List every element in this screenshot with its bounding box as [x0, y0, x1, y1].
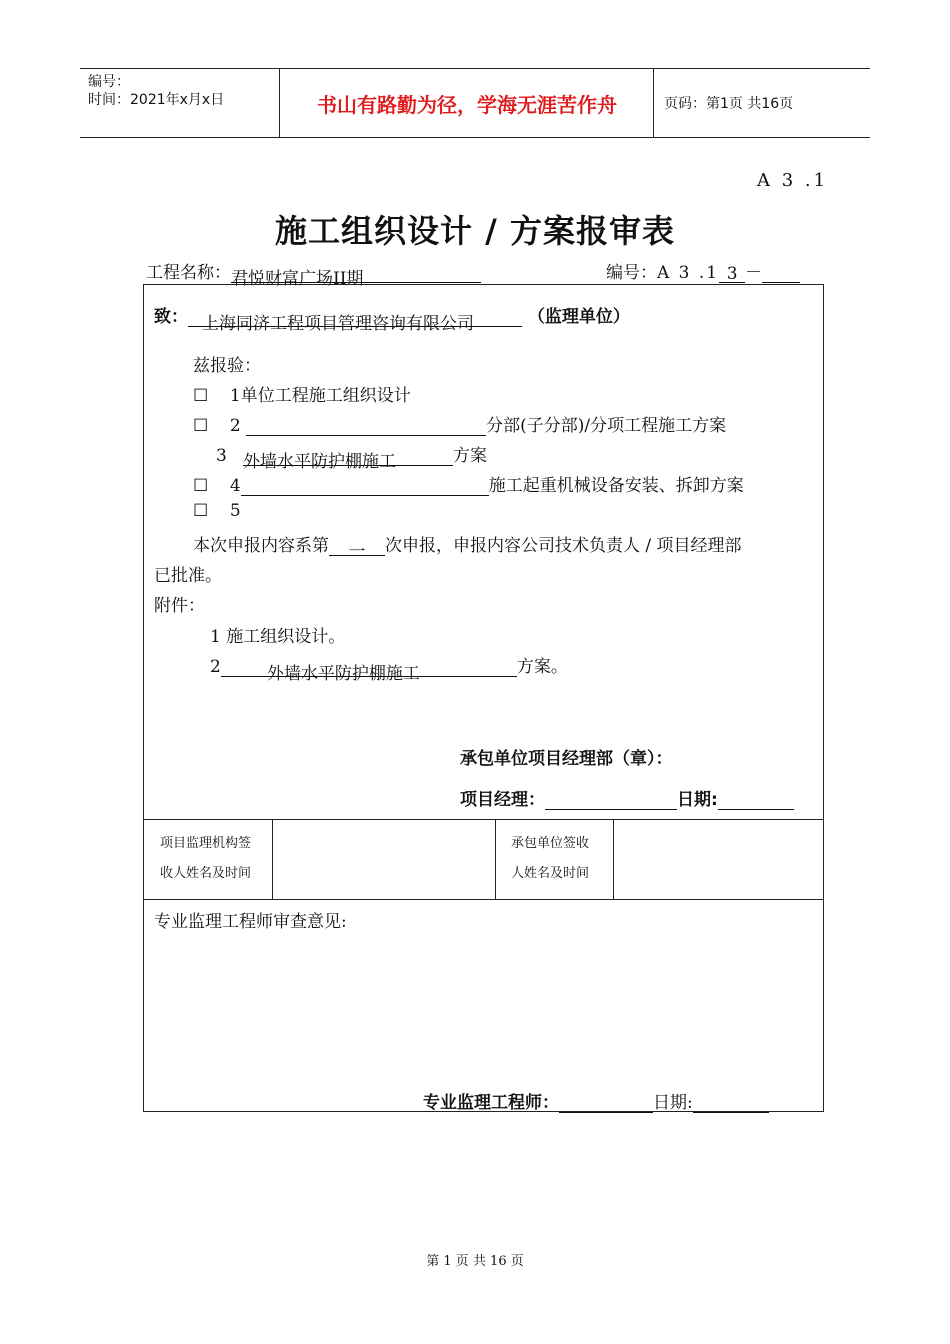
engineer-label: 专业监理工程师： [423, 1093, 559, 1113]
project-number-row [606, 258, 800, 283]
to-label: 致： [154, 307, 188, 327]
to-row [154, 302, 630, 334]
attachment-1: 1 施工组织设计。 [210, 627, 346, 647]
project-number-blank [762, 264, 800, 283]
attachments-label: 附件： [154, 596, 205, 616]
submission-suffix: 次申报，申报内容公司技术负责人 / 项目经理部 [385, 536, 742, 556]
supervisor-receipt-line2: 收人姓名及时间 [160, 866, 252, 881]
attachment-2-field [221, 659, 517, 684]
attachment-suffix: 方案。 [516, 657, 568, 677]
time-label: 时间：2021年x月x日 [88, 92, 225, 108]
supervisor-unit-field [188, 309, 522, 334]
item-3 [216, 441, 488, 472]
item-num: 2 [229, 416, 241, 436]
divider [144, 899, 823, 900]
item-num: 4 [229, 476, 241, 496]
project-number-field [719, 264, 745, 283]
checkbox-icon[interactable]: ☐ [193, 386, 209, 406]
form-code: A 3 .1 [757, 170, 829, 191]
manager-label: 项目经理： [460, 790, 545, 810]
checkbox-icon[interactable]: ☐ [193, 476, 209, 496]
project-name-field [231, 264, 481, 289]
page-title: 施工组织设计 / 方案报审表 [275, 212, 675, 250]
item-text: 方案 [453, 446, 488, 466]
item-text: 分部(子分部)/分项工程施工方案 [486, 416, 727, 436]
supervisor-receipt-line1: 项目监理机构签 [160, 836, 252, 851]
review-date-label: 日期: [653, 1093, 693, 1113]
contractor-receipt-line2: 人姓名及时间 [511, 866, 590, 881]
item-fill-blank [241, 477, 489, 496]
to-suffix: （监理单位） [527, 307, 630, 327]
review-opinion-label: 专业监理工程师审查意见: [154, 912, 347, 932]
project-number-prefix: A 3 .1 [657, 263, 720, 283]
intro: 兹报验： [193, 356, 261, 376]
manager-signature-field[interactable] [545, 791, 677, 810]
number-label: 编号： [88, 74, 130, 90]
item-1 [193, 381, 411, 406]
project-number-value: 3 [726, 264, 738, 284]
item-2 [193, 411, 726, 436]
item-num: 3 [216, 446, 227, 466]
review-sign-row [423, 1088, 769, 1113]
submission-line [193, 531, 742, 562]
engineer-signature-field[interactable] [559, 1094, 653, 1113]
checkbox-icon[interactable]: ☐ [193, 416, 209, 436]
item-5 [193, 501, 241, 521]
manager-row [460, 785, 794, 810]
date-label: 日期: [677, 790, 718, 810]
attachment-2 [210, 652, 568, 684]
application-form [143, 284, 824, 1112]
submission-count: 一 [348, 542, 366, 562]
submission-count-field [329, 537, 385, 562]
attachment-2-value: 外墙水平防护棚施工 [266, 664, 420, 684]
contractor-receipt-line1: 承包单位签收 [511, 836, 590, 851]
contractor-receipt-label [511, 829, 589, 889]
project-name-row [146, 258, 481, 289]
item-num: 1 [229, 386, 241, 406]
document-header [80, 68, 870, 138]
item-num: 5 [229, 501, 241, 521]
review-date-field[interactable] [693, 1094, 769, 1113]
item-fill-field [243, 447, 453, 472]
project-number-dash: － [745, 263, 763, 283]
divider [144, 819, 823, 820]
item-fill-blank [246, 417, 486, 436]
item-text: 施工起重机械设备安装、拆卸方案 [488, 476, 744, 496]
divider [272, 819, 273, 899]
submission-cont: 已批准。 [154, 566, 222, 586]
submission-prefix: 本次申报内容系第 [193, 536, 329, 556]
item-fill-value: 外墙水平防护棚施工 [243, 452, 397, 472]
item-4 [193, 471, 744, 496]
divider [613, 819, 614, 899]
checkbox-icon[interactable]: ☐ [193, 501, 209, 521]
attachment-num: 2 [210, 657, 221, 677]
contractor-label: 承包单位项目经理部（章）： [460, 749, 673, 769]
project-name-value: 君悦财富广场II期 [231, 269, 364, 289]
project-name-label: 工程名称： [146, 263, 231, 283]
project-number-label: 编号： [606, 263, 657, 283]
header-meta-cell [80, 69, 280, 137]
page-info: 页码：第1页 共16页 [664, 96, 794, 112]
page-footer: 第 1 页 共 16 页 [426, 1254, 524, 1269]
supervisor-unit-value: 上海同济工程项目管理咨询有限公司 [202, 314, 474, 334]
item-text: 单位工程施工组织设计 [240, 386, 411, 406]
supervisor-receipt-label [160, 829, 251, 889]
motto: 书山有路勤为径，学海无涯苦作舟 [281, 69, 654, 137]
date-field[interactable] [718, 791, 794, 810]
divider [495, 819, 496, 899]
